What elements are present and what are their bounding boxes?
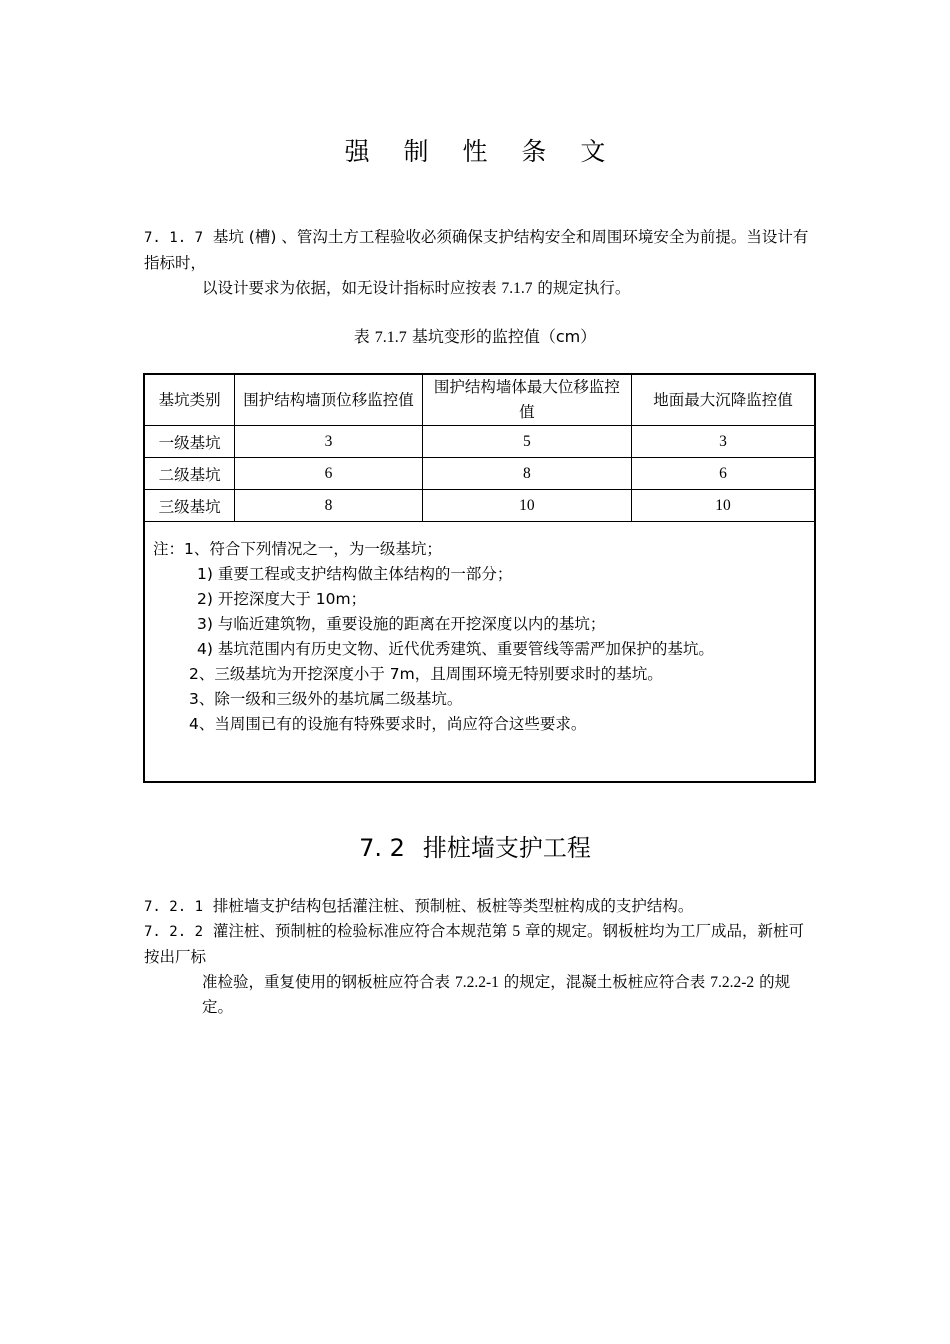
clause-7-2-2-line1 — [144, 919, 814, 970]
table-reference: 7.2.2-2 — [710, 974, 755, 991]
page-title: 强 制 性 条 文 — [344, 137, 619, 166]
value-cell: 10 — [422, 490, 631, 522]
clause-7-2-1 — [144, 894, 814, 920]
clause-text: 的规定。 — [202, 973, 791, 1016]
clause-text: 以设计要求为依据，如无设计指标时应按表 — [202, 279, 502, 297]
clause-7-2-2-line2 — [144, 970, 814, 1020]
value-cell: 3 — [235, 426, 422, 458]
clause-text: 基坑 (槽) 、管沟土方工程验收必须确保支护结构安全和周围环境安全为前提。当设计有指标时， — [144, 228, 809, 272]
table-reference: 7.2.2-1 — [454, 974, 499, 991]
note-line: 3、除一级和三级外的基坑属二级基坑。 — [189, 690, 463, 708]
table-notes-row — [144, 522, 815, 783]
clause-text: 排桩墙支护结构包括灌注桩、预制桩、板桩等类型桩构成的支护结构。 — [212, 897, 694, 915]
category-cell: 三级基坑 — [144, 490, 235, 522]
clause-text: 的规定，混凝土板桩应符合表 — [498, 973, 711, 991]
clause-number: 7. 1. 7 — [144, 230, 204, 246]
note-line: 1) 重要工程或支护结构做主体结构的一部分； — [197, 565, 513, 583]
category-cell: 二级基坑 — [144, 458, 235, 490]
value-cell: 3 — [632, 426, 815, 458]
note-line: 4) 基坑范围内有历史文物、近代优秀建筑、重要管线等需严加保护的基坑。 — [197, 640, 714, 658]
clause-7-1-7 — [144, 225, 814, 301]
table-row — [144, 490, 815, 522]
clause-text: 的规定执行。 — [532, 279, 631, 297]
clause-number: 7. 2. 2 — [144, 924, 204, 940]
table-reference: 7.1.7 — [501, 280, 533, 297]
header-cell: 基坑类别 — [144, 374, 235, 426]
clause-number: 7. 2. 1 — [144, 899, 204, 915]
table-caption — [0, 324, 950, 347]
caption-text: 基坑变形的监控值（cm） — [406, 327, 597, 346]
value-cell: 6 — [632, 458, 815, 490]
section-number: 7. 2 — [359, 834, 405, 862]
value-cell: 8 — [422, 458, 631, 490]
value-cell: 5 — [422, 426, 631, 458]
table-notes — [144, 522, 815, 783]
table-row — [144, 426, 815, 458]
note-line: 2) 开挖深度大于 10m； — [197, 590, 367, 608]
caption-number: 7.1.7 — [374, 329, 407, 346]
clause-text: 章的规定。钢板桩均为工厂成品，新桩可按出厂标 — [144, 922, 804, 966]
note-line: 2、三级基坑为开挖深度小于 7m，且周围环境无特别要求时的基坑。 — [189, 665, 663, 683]
chapter-reference: 5 — [512, 923, 521, 940]
clause-text: 准检验，重复使用的钢板桩应符合表 — [202, 973, 455, 991]
section-heading — [0, 828, 950, 863]
value-cell: 10 — [632, 490, 815, 522]
table-row — [144, 458, 815, 490]
section-title: 排桩墙支护工程 — [422, 834, 591, 862]
note-line: 4、当周围已有的设施有特殊要求时，尚应符合这些要求。 — [189, 715, 587, 733]
clause-text: 灌注桩、预制桩的检验标准应符合本规范第 — [212, 922, 513, 940]
caption-prefix: 表 — [353, 327, 375, 346]
header-cell: 围护结构墙体最大位移监控值 — [422, 374, 631, 426]
category-cell: 一级基坑 — [144, 426, 235, 458]
header-cell: 围护结构墙顶位移监控值 — [235, 374, 422, 426]
value-cell: 6 — [235, 458, 422, 490]
value-cell: 8 — [235, 490, 422, 522]
note-line: 注：1、符合下列情况之一，为一级基坑； — [153, 540, 442, 558]
table-header-row — [144, 374, 815, 426]
header-cell: 地面最大沉降监控值 — [632, 374, 815, 426]
clause-7-1-7-line1 — [144, 225, 814, 276]
clause-7-2-1-line1 — [144, 894, 814, 920]
monitoring-values-table — [143, 373, 816, 783]
clause-7-1-7-line2 — [144, 276, 814, 301]
note-line: 3) 与临近建筑物，重要设施的距离在开挖深度以内的基坑； — [197, 615, 606, 633]
clause-7-2-2 — [144, 919, 814, 1020]
